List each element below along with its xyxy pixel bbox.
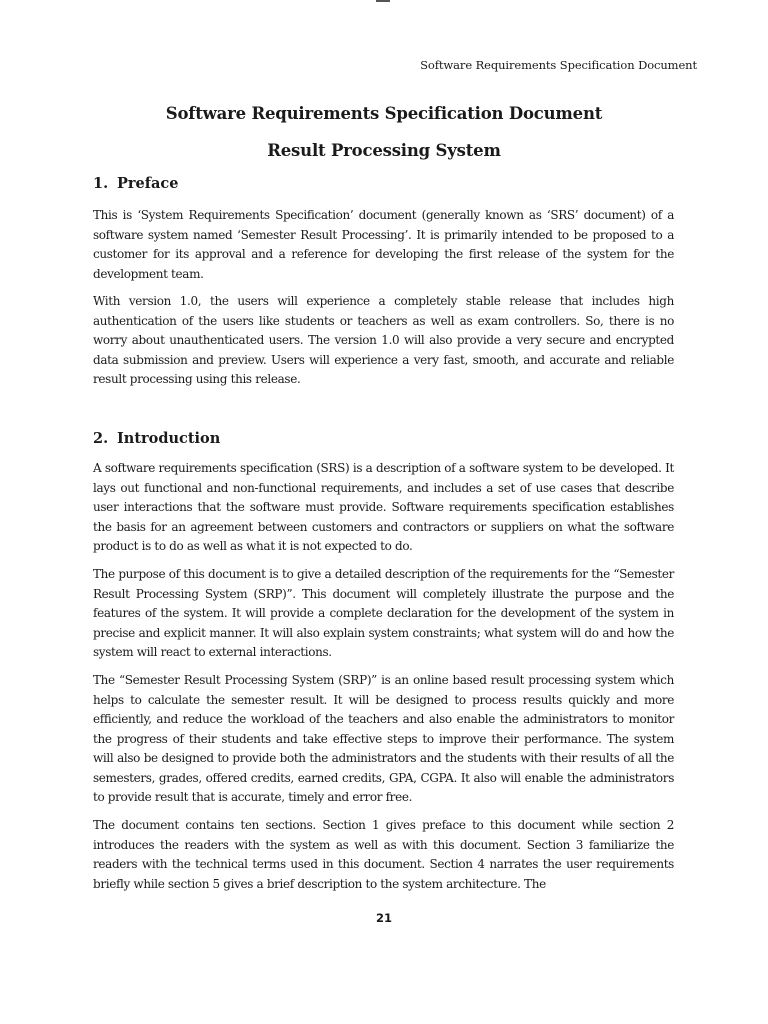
section-heading-preface xyxy=(93,175,178,192)
page-number: 21 xyxy=(375,911,392,925)
section-heading-introduction xyxy=(93,430,220,447)
top-edge-mark xyxy=(376,0,390,2)
running-header: Software Requirements Specification Document xyxy=(420,58,697,72)
paragraph: This is ‘System Requirements Specification’ document (generally known as ‘SRS’ document) of a software system named ‘Semester Result Processing’. It is primarily intended to be proposed to a customer for its approval and a reference for developing the first release of the system for the development team. xyxy=(93,208,674,281)
document-title: Software Requirements Specification Document xyxy=(165,104,603,123)
paragraph: The document contains ten sections. Section 1 gives preface to this document while section 2 introduces the readers with the system as well as with this document. Section 3 familiarize the readers with the technical terms used in this document. Section 4 narrates the user requirements briefly while section 5 gives a brief description to the system architecture. The xyxy=(93,818,674,891)
paragraph: The purpose of this document is to give a detailed description of the requirements for the “Semester Result Processing System (SRP)”. This document will completely illustrate the purpose and the features of the system. It will provide a complete declaration for the development of the system in precise and explicit manner. It will also explain system constraints; what system will do and how the system will react to external interactions. xyxy=(93,567,674,659)
section-title: Preface xyxy=(117,175,179,192)
document-subtitle: Result Processing System xyxy=(267,141,501,160)
section-title: Introduction xyxy=(117,430,221,447)
paragraph: With version 1.0, the users will experience a completely stable release that includes high authentication of the users like students or teachers as well as exam controllers. So, there is no worry about unauthenticated users. The version 1.0 will also provide a very secure and encrypted data submission and preview. Users will experience a very fast, smooth, and accurate and reliable result processing using this release. xyxy=(93,294,674,386)
section-number: 1. xyxy=(93,175,109,192)
paragraph: The “Semester Result Processing System (SRP)” is an online based result processing system which helps to calculate the semester result. It will be designed to process results quickly and more efficiently, and reduce the workload of the teachers and also enable the administrators to monitor the progress of their students and take effective steps to improve their performance. The system will also be designed to provide both the administrators and the students with their results of all the semesters, grades, offered credits, earned credits, GPA, CGPA. It also will enable the administrators to provide result that is accurate, timely and error free. xyxy=(93,673,674,804)
section-number: 2. xyxy=(93,430,109,447)
paragraph: A software requirements specification (SRS) is a description of a software system to be developed. It lays out functional and non-functional requirements, and includes a set of use cases that describe user interactions that the software must provide. Software requirements specification establishes the basis for an agreement between customers and contractors or suppliers on what the software product is to do as well as what it is not expected to do. xyxy=(93,461,674,553)
